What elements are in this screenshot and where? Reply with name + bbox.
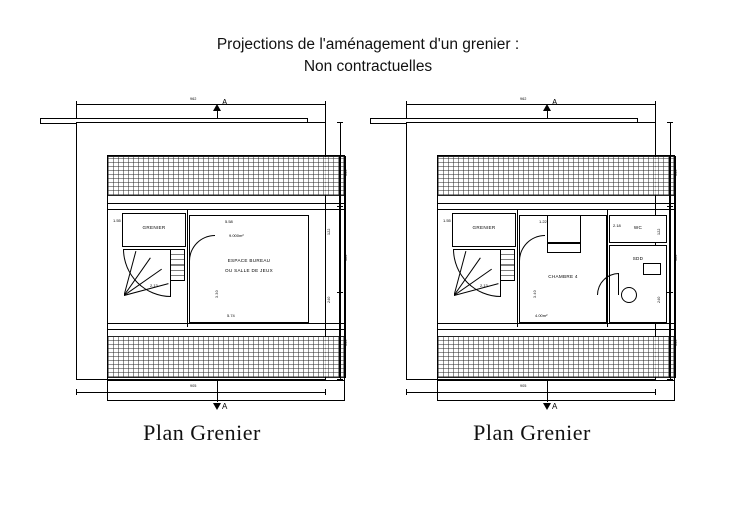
- partition-line: [607, 209, 608, 327]
- section-arrow: [213, 403, 221, 410]
- annotation: 3.30: [215, 290, 219, 298]
- building-outline: [76, 122, 331, 380]
- door-leaf: [618, 273, 619, 295]
- annotation: 5.58: [225, 219, 233, 224]
- dim-right-lower: 355: [674, 339, 678, 346]
- dim-tick: [655, 389, 656, 395]
- annotation: 9.000m²: [229, 233, 244, 238]
- annotation: 2.13: [480, 283, 488, 288]
- roof-hatch-top: [108, 156, 344, 196]
- dim-right-lower: 355: [344, 339, 348, 346]
- annotation: 122: [327, 228, 331, 235]
- section-marker-bottom: [222, 402, 227, 411]
- dim-bottom-overall: 905: [520, 384, 527, 388]
- structure-line: [108, 209, 344, 210]
- section-marker-top: [222, 98, 227, 107]
- annotation: 1.55: [113, 218, 121, 223]
- door-leaf: [189, 235, 190, 261]
- section-marker-bottom-label: A: [552, 402, 558, 411]
- dim-tick: [667, 379, 673, 380]
- annotation: 2.18: [613, 223, 621, 228]
- room-espace-bureau-label: ESPACE BUREAU: [227, 258, 271, 263]
- dim-top-overall: 962: [190, 97, 197, 101]
- section-marker-bottom: [552, 402, 557, 411]
- room-espace-bureau: [189, 215, 309, 323]
- room-grenier-label: GRENIER: [472, 225, 496, 230]
- annotation: 5.74: [227, 313, 235, 318]
- structure-line: [108, 203, 344, 204]
- room-espace-bureau-sublabel: OU SALLE DE JEUX: [225, 268, 273, 273]
- plan-left: [52, 96, 352, 426]
- title-line-2: Non contractuelles: [303, 58, 433, 76]
- room-grenier: [122, 213, 186, 247]
- annotation: 122: [657, 228, 661, 235]
- dim-right-upper: 355: [674, 169, 678, 176]
- structure-line: [438, 329, 674, 330]
- stair-fan: [454, 250, 500, 296]
- dim-top-overall: 962: [520, 97, 527, 101]
- title-line-1: Projections de l'aménagement d'un grenier :: [216, 36, 520, 53]
- room-sdd-label: SDD: [632, 256, 644, 261]
- dim-tick: [406, 389, 407, 395]
- section-marker-top-label: A: [222, 98, 228, 107]
- plan-right: [382, 96, 682, 426]
- dim-tick: [325, 389, 326, 395]
- section-arrow: [543, 403, 551, 410]
- dim-tick: [667, 122, 673, 123]
- dim-bottom-overall: 905: [190, 384, 197, 388]
- annotation: 3.40: [533, 290, 537, 298]
- dim-right-mid: 320: [674, 254, 678, 261]
- dim-tick: [337, 122, 343, 123]
- sink-fixture: [643, 263, 661, 275]
- staircase-winder: [453, 249, 501, 297]
- dim-tick: [667, 292, 673, 293]
- room-grenier-label: GRENIER: [142, 225, 166, 230]
- roof-hatch-bottom: [108, 336, 344, 378]
- closet: [547, 215, 581, 243]
- top-dimension-line: [76, 104, 326, 105]
- room-chambre-4-label: CHAMBRE 4: [548, 274, 578, 279]
- closet-shelf: [547, 243, 581, 253]
- structure-line: [438, 209, 674, 210]
- structure-line: [108, 329, 344, 330]
- roof-hatch-bottom: [438, 336, 674, 378]
- page-title: [0, 34, 736, 79]
- section-marker-bottom-label: A: [222, 402, 228, 411]
- annotation: 2.13: [150, 283, 158, 288]
- roof-hatch-top: [438, 156, 674, 196]
- top-dimension-line: [406, 104, 656, 105]
- partition-line: [517, 209, 518, 327]
- partition-line: [187, 209, 188, 327]
- annotation: 240: [327, 296, 331, 303]
- section-marker-top-label: A: [552, 98, 558, 107]
- section-marker-top: [552, 98, 557, 107]
- annotation: 1.55: [443, 218, 451, 223]
- room-grenier: [452, 213, 516, 247]
- dim-tick: [337, 206, 343, 207]
- annotation: 1.22: [539, 219, 547, 224]
- stair-fan: [124, 250, 170, 296]
- dim-right-upper: 355: [344, 169, 348, 176]
- dim-tick: [337, 379, 343, 380]
- structure-line: [108, 323, 344, 324]
- dim-tick: [337, 292, 343, 293]
- structure-line: [438, 380, 674, 381]
- right-dimension-line: [340, 122, 341, 380]
- door-leaf: [519, 235, 520, 261]
- dim-right-mid: 320: [344, 254, 348, 261]
- annotation: 240: [657, 296, 661, 303]
- room-wc-label: WC: [633, 225, 643, 230]
- structure-line: [438, 203, 674, 204]
- dim-tick: [76, 389, 77, 395]
- caption-plan-left: Plan Grenier: [143, 420, 261, 445]
- right-dimension-line: [670, 122, 671, 380]
- structure-line: [438, 323, 674, 324]
- caption-plan-right: Plan Grenier: [473, 420, 591, 445]
- bottom-dimension-line: [406, 392, 656, 393]
- building-outline: [406, 122, 661, 380]
- dim-tick: [667, 206, 673, 207]
- basin-fixture: [621, 287, 637, 303]
- structure-line: [108, 380, 344, 381]
- annotation: 4.00m²: [535, 313, 548, 318]
- bottom-dimension-line: [76, 392, 326, 393]
- staircase-winder: [123, 249, 171, 297]
